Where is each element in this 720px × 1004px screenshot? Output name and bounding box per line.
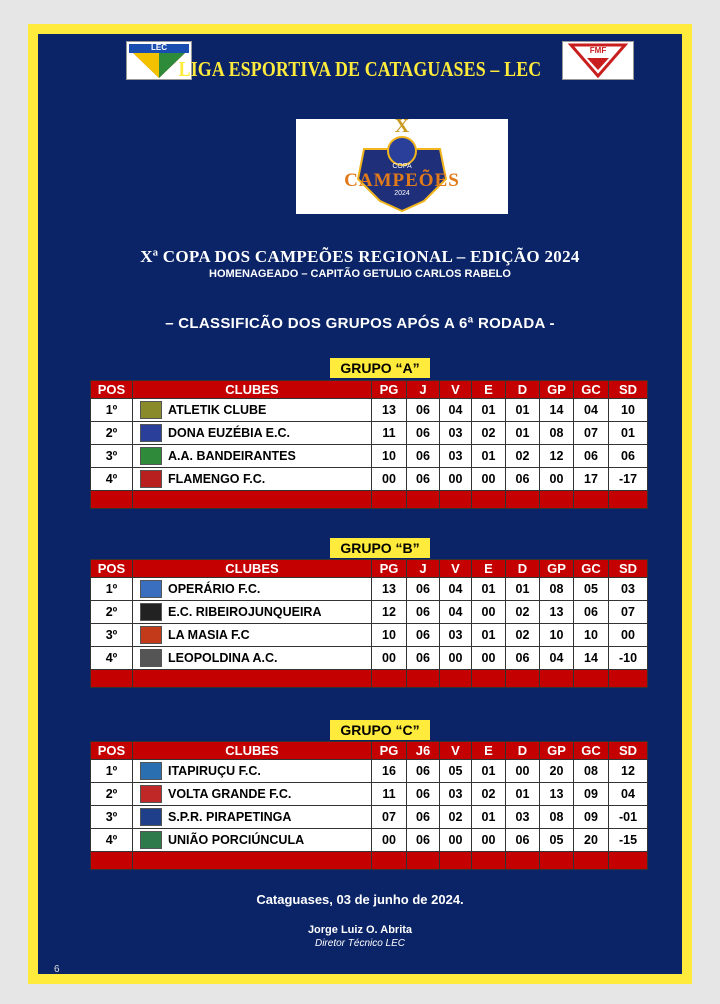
header-gp: GP bbox=[540, 742, 574, 760]
table-header-row bbox=[91, 381, 648, 399]
club-name: LA MASIA F.C bbox=[168, 628, 250, 642]
header-v: V bbox=[440, 742, 472, 760]
banner-numeral: X bbox=[394, 115, 410, 137]
club-name: A.A. BANDEIRANTES bbox=[168, 449, 296, 463]
club-name: LEOPOLDINA A.C. bbox=[168, 651, 278, 665]
club-badge-icon bbox=[140, 626, 162, 644]
header-gp: GP bbox=[540, 381, 574, 399]
table-row: 1º ITAPIRUÇU F.C. 16 06 05 01 00 20 08 12 bbox=[91, 760, 648, 783]
club-badge-icon bbox=[140, 762, 162, 780]
club-badge-icon bbox=[140, 424, 162, 442]
club-name: ATLETIK CLUBE bbox=[168, 403, 267, 417]
honoree-title: HOMENAGEADO – CAPITÃO GETULIO CARLOS RABELO bbox=[209, 268, 511, 280]
club-badge-icon bbox=[140, 401, 162, 419]
signer-role: Diretor Técnico LEC bbox=[314, 938, 406, 949]
table-row: 4º FLAMENGO F.C. 00 06 00 00 06 00 17 -17 bbox=[91, 468, 648, 491]
banner-year: 2024 bbox=[394, 190, 410, 197]
page-number: 6 bbox=[54, 964, 60, 975]
club-name: DONA EUZÉBIA E.C. bbox=[168, 426, 290, 440]
header-pos: POS bbox=[91, 381, 133, 399]
header-j: J6 bbox=[407, 742, 440, 760]
banner-copa: COPA bbox=[392, 163, 412, 170]
group-c-table bbox=[90, 741, 648, 870]
header-gp: GP bbox=[540, 560, 574, 578]
header-d: D bbox=[506, 742, 540, 760]
club-name: S.P.R. PIRAPETINGA bbox=[168, 810, 292, 824]
table-row: 2º E.C. RIBEIROJUNQUEIRA 12 06 04 00 02 13 06 07 bbox=[91, 601, 648, 624]
club-badge-icon bbox=[140, 603, 162, 621]
club-name: E.C. RIBEIROJUNQUEIRA bbox=[168, 605, 322, 619]
header-sd: SD bbox=[609, 560, 648, 578]
lec-logo-text: LEC bbox=[151, 43, 167, 52]
table-row: 3º S.P.R. PIRAPETINGA 07 06 02 01 03 08 09 -01 bbox=[91, 806, 648, 829]
classification-title: – CLASSIFICÃO DOS GRUPOS APÓS A 6ª RODADA - bbox=[165, 315, 555, 332]
header-gc: GC bbox=[574, 381, 609, 399]
header-clubes: CLUBES bbox=[133, 742, 372, 760]
club-name: OPERÁRIO F.C. bbox=[168, 582, 261, 596]
table-header-row bbox=[91, 742, 648, 760]
club-badge-icon bbox=[140, 785, 162, 803]
table-footer-row bbox=[91, 852, 648, 870]
banner-word: CAMPEÕES bbox=[344, 170, 460, 191]
place-date: Cataguases, 03 de junho de 2024. bbox=[256, 892, 464, 907]
header-e: E bbox=[472, 560, 506, 578]
table-row: 3º A.A. BANDEIRANTES 10 06 03 01 02 12 06 06 bbox=[91, 445, 648, 468]
group-b-table bbox=[90, 559, 648, 688]
table-footer-row bbox=[91, 670, 648, 688]
league-title: LIGA ESPORTIVA DE CATAGUASES – LEC bbox=[178, 57, 542, 81]
header-gc: GC bbox=[574, 560, 609, 578]
club-name: ITAPIRUÇU F.C. bbox=[168, 764, 261, 778]
club-name: VOLTA GRANDE F.C. bbox=[168, 787, 292, 801]
table-row: 3º LA MASIA F.C 10 06 03 01 02 10 10 00 bbox=[91, 624, 648, 647]
club-badge-icon bbox=[140, 649, 162, 667]
header-v: V bbox=[440, 560, 472, 578]
table-row: 1º ATLETIK CLUBE 13 06 04 01 01 14 04 10 bbox=[91, 399, 648, 422]
signer-name: Jorge Luiz O. Abrita bbox=[307, 924, 413, 936]
header-e: E bbox=[472, 742, 506, 760]
header-pos: POS bbox=[91, 560, 133, 578]
table-footer-row bbox=[91, 491, 648, 509]
header-pg: PG bbox=[372, 560, 407, 578]
header-e: E bbox=[472, 381, 506, 399]
header-d: D bbox=[506, 560, 540, 578]
copa-banner bbox=[296, 115, 508, 214]
header-pg: PG bbox=[372, 381, 407, 399]
club-badge-icon bbox=[140, 447, 162, 465]
header-gc: GC bbox=[574, 742, 609, 760]
group-a-label: GRUPO “A” bbox=[330, 358, 430, 378]
fmf-logo-text: FMF bbox=[589, 46, 607, 55]
header-pg: PG bbox=[372, 742, 407, 760]
table-row: 4º LEOPOLDINA A.C. 00 06 00 00 06 04 14 -10 bbox=[91, 647, 648, 670]
club-name: FLAMENGO F.C. bbox=[168, 472, 266, 486]
table-row: 1º OPERÁRIO F.C. 13 06 04 01 01 08 05 03 bbox=[91, 578, 648, 601]
edition-title: Xª COPA DOS CAMPEÕES REGIONAL – EDIÇÃO 2024 bbox=[140, 247, 580, 266]
header-j: J bbox=[407, 560, 440, 578]
header-clubes: CLUBES bbox=[133, 381, 372, 399]
header-sd: SD bbox=[609, 381, 648, 399]
group-a-table bbox=[90, 380, 648, 509]
group-b-label: GRUPO “B” bbox=[330, 538, 430, 558]
header-v: V bbox=[440, 381, 472, 399]
table-row: 2º VOLTA GRANDE F.C. 11 06 03 02 01 13 09 04 bbox=[91, 783, 648, 806]
group-c-label: GRUPO “C” bbox=[330, 720, 430, 740]
header-sd: SD bbox=[609, 742, 648, 760]
club-badge-icon bbox=[140, 470, 162, 488]
club-badge-icon bbox=[140, 831, 162, 849]
header-clubes: CLUBES bbox=[133, 560, 372, 578]
header-pos: POS bbox=[91, 742, 133, 760]
table-row: 2º DONA EUZÉBIA E.C. 11 06 03 02 01 08 07 01 bbox=[91, 422, 648, 445]
table-header-row bbox=[91, 560, 648, 578]
header-j: J bbox=[407, 381, 440, 399]
club-badge-icon bbox=[140, 580, 162, 598]
club-name: UNIÃO PORCIÚNCULA bbox=[168, 833, 305, 847]
table-row: 4º UNIÃO PORCIÚNCULA 00 06 00 00 06 05 20 -15 bbox=[91, 829, 648, 852]
header-d: D bbox=[506, 381, 540, 399]
club-badge-icon bbox=[140, 808, 162, 826]
